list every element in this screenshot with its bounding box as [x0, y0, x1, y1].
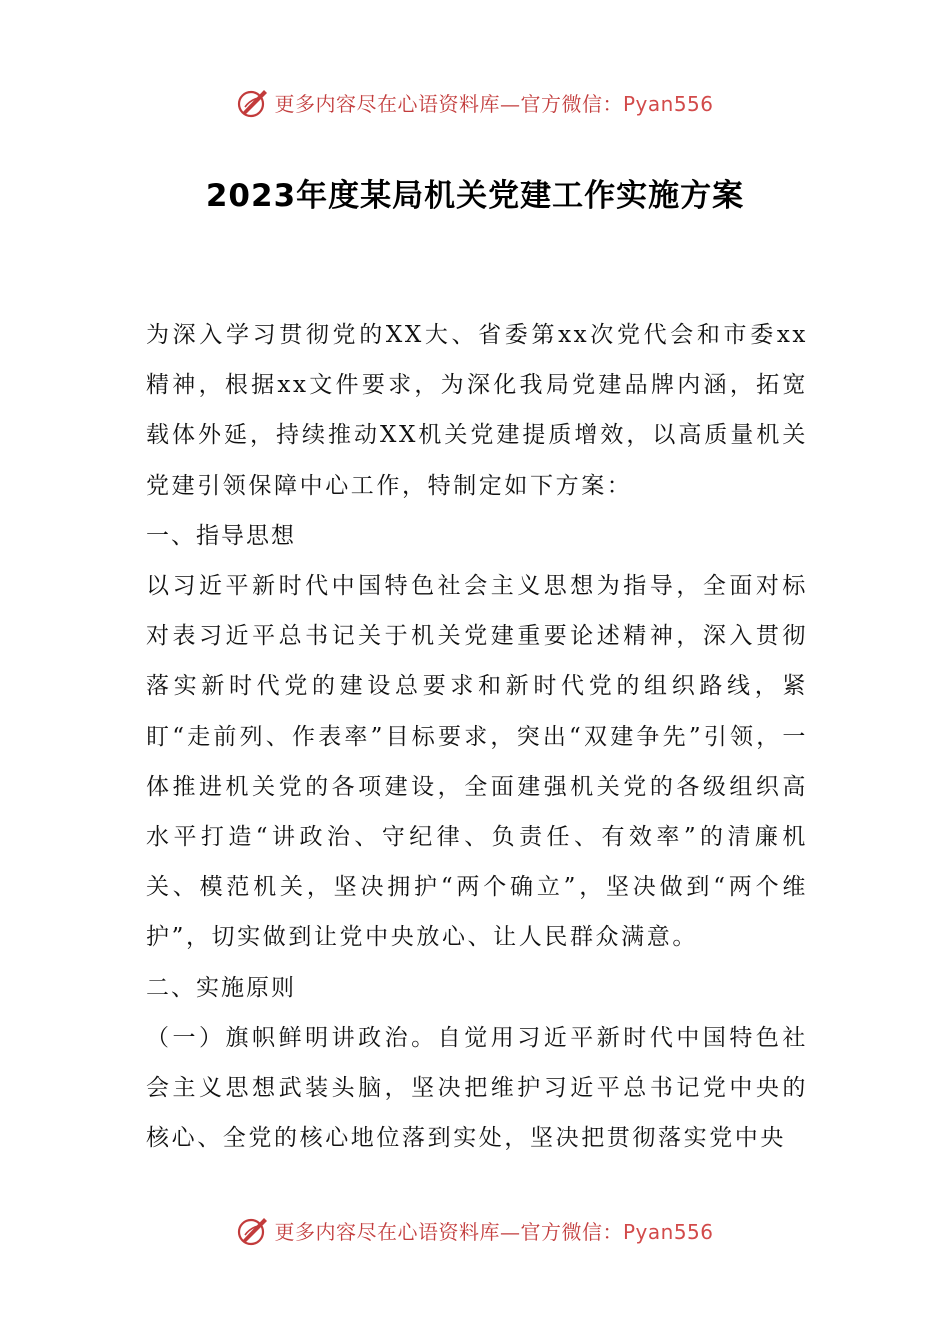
- guiding-ideology-paragraph: 以习近平新时代中国特色社会主义思想为指导，全面对标对表习近平总书记关于机关党建重要论述精神，深入贯彻落实新时代党的建设总要求和新时代党的组织路线，紧盯“走前列、作表率”目标要求，突出“双建争先”引领，一体推进机关党的各项建设，全面建强机关党的各级组织高水平打造“讲政治、守纪律、负责任、有效率”的清廉机关、模范机关，坚决拥护“两个确立”，坚决做到“两个维护”，切实做到让党中央放心、让人民群众满意。: [146, 573, 808, 951]
- principle-1-paragraph: （一）旗帜鲜明讲政治。自觉用习近平新时代中国特色社会主义思想武装头脑，坚决把维护习近平总书记党中央的核心、全党的核心地位落到实处，坚决把贯彻落实党中央: [146, 1024, 808, 1152]
- watermark-text: 更多内容尽在心语资料库—官方微信：Pyan556: [274, 1219, 714, 1244]
- quill-pen-logo-icon: [236, 1213, 270, 1247]
- section-heading-guiding-ideology: 一、指导思想: [146, 522, 296, 549]
- wechat-id: Pyan556: [622, 91, 714, 116]
- document-title: 2023年度某局机关党建工作实施方案: [205, 178, 745, 214]
- document-body: [146, 310, 808, 1163]
- watermark-banner-top: [0, 82, 950, 122]
- section-heading-principles: 二、实施原则: [146, 974, 296, 1001]
- quill-pen-logo-icon: [236, 85, 270, 119]
- watermark-text: 更多内容尽在心语资料库—官方微信：Pyan556: [274, 91, 714, 116]
- intro-paragraph: 为深入学习贯彻党的XX大、省委第xx次党代会和市委xx精神，根据xx文件要求，为深化我局党建品牌内涵，拓宽载体外延，持续推动XX机关党建提质增效，以高质量机关党建引领保障中心工作，特制定如下方案：: [146, 322, 808, 499]
- watermark-banner-bottom: [0, 1210, 950, 1250]
- wechat-id: Pyan556: [622, 1219, 714, 1244]
